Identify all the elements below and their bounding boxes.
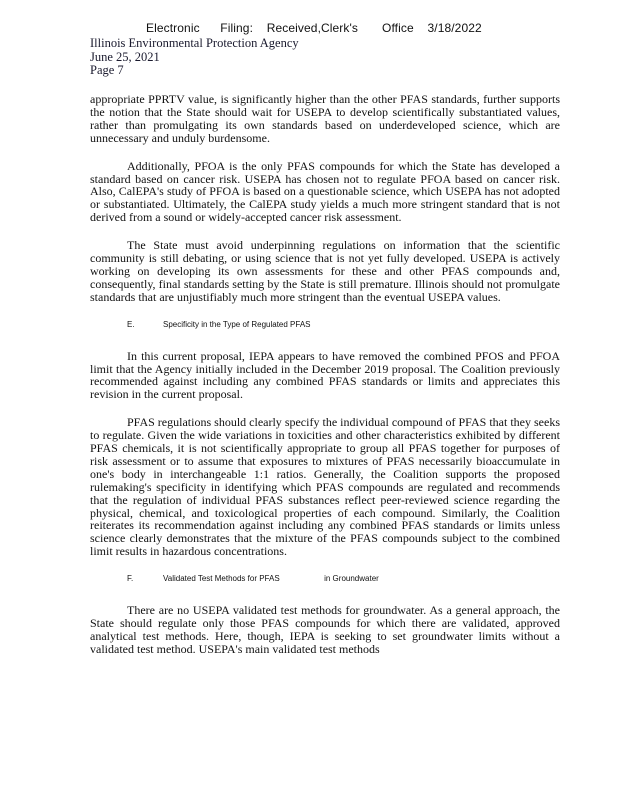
section-title: Validated Test Methods for PFAS in Groundwater (163, 574, 379, 584)
letter-header (90, 37, 299, 78)
paragraph: Additionally, PFOA is the only PFAS compounds for which the State has developed a standard based on cancer risk. USEPA has chosen not to regulate PFOA based on cancer risk. Also, CalEPA's study of PFOA is based on a questionable science, which USEPA has not adopted or substantiated. Ultimately, the CalEPA study yields a much more stringent standard that is not derived from a sound or widely-accepted cancer risk assessment. (90, 158, 560, 225)
section-heading-e (127, 319, 560, 332)
section-letter: F. (127, 574, 134, 584)
section-heading-f (127, 573, 560, 586)
section-letter: E. (127, 319, 135, 329)
section-title: Specificity in the Type of Regulated PFAS (163, 319, 311, 329)
agency-name: Illinois Environmental Protection Agency (90, 36, 299, 50)
body-text (90, 93, 560, 671)
letter-date: June 25, 2021 (90, 49, 160, 64)
paragraph: appropriate PPRTV value, is significantly higher than the other PFAS standards, further supports the notion that the State should wait for USEPA to develop scientifically substantiated values, rather than promulgating its own standards based on underdeveloped science, which are unnecessary and unduly burdensome. (90, 92, 560, 145)
paragraph: There are no USEPA validated test methods for groundwater. As a general approach, the State should regulate only those PFAS compounds for which there are validated, approved analytical test methods. Here, though, IEPA is seeking to set groundwater limits without a validated test method. USEPA's main validated test methods (90, 603, 560, 656)
paragraph: In this current proposal, IEPA appears to have removed the combined PFOS and PFOA limit that the Agency initially included in the December 2019 proposal. The Coalition previously recommended against including any combined PFAS standards or limits and appreciates this revision in the current proposal. (90, 348, 560, 402)
page-number: Page 7 (90, 63, 124, 77)
paragraph: The State must avoid underpinning regulations on information that the scientific community is still debating, or using science that is not yet fully developed. USEPA is actively working on developing its own assessments for these and other PFAS compounds and, consequently, final standards setting by the State is still premature. Illinois should not promulgate standards that are unjustifiably much more stringent than the eventual USEPA values. (90, 238, 560, 304)
paragraph: PFAS regulations should clearly specify the individual compound of PFAS that they seeks to regulate. Given the wide variations in toxicities and other characteristics exhibited by different PFAS chemicals, it is not scientifically appropriate to group all PFAS together for purposes of risk assessment or to assume that exposures to mixtures of PFAS necessarily bioaccumulate in one's body in interchangeable 1:1 ratios. Generally, the Coalition supports the proposed rulemaking's specificity in identifying which PFAS compounds are regulated and recommends that the regulation of individual PFAS substances reflect peer-reviewed science regarding the physical, chemical, and toxicological properties of each compound. Similarly, the Coalition reiterates its recommendation against including any combined PFAS standards or limits unless science clearly demonstrates that the mixture of the PFAS compounds subject to the combined limit results in hazardous concentrations. (90, 415, 560, 559)
filing-stamp: Electronic Filing: Received,Clerk's Office 3/18/2022 (146, 21, 482, 35)
